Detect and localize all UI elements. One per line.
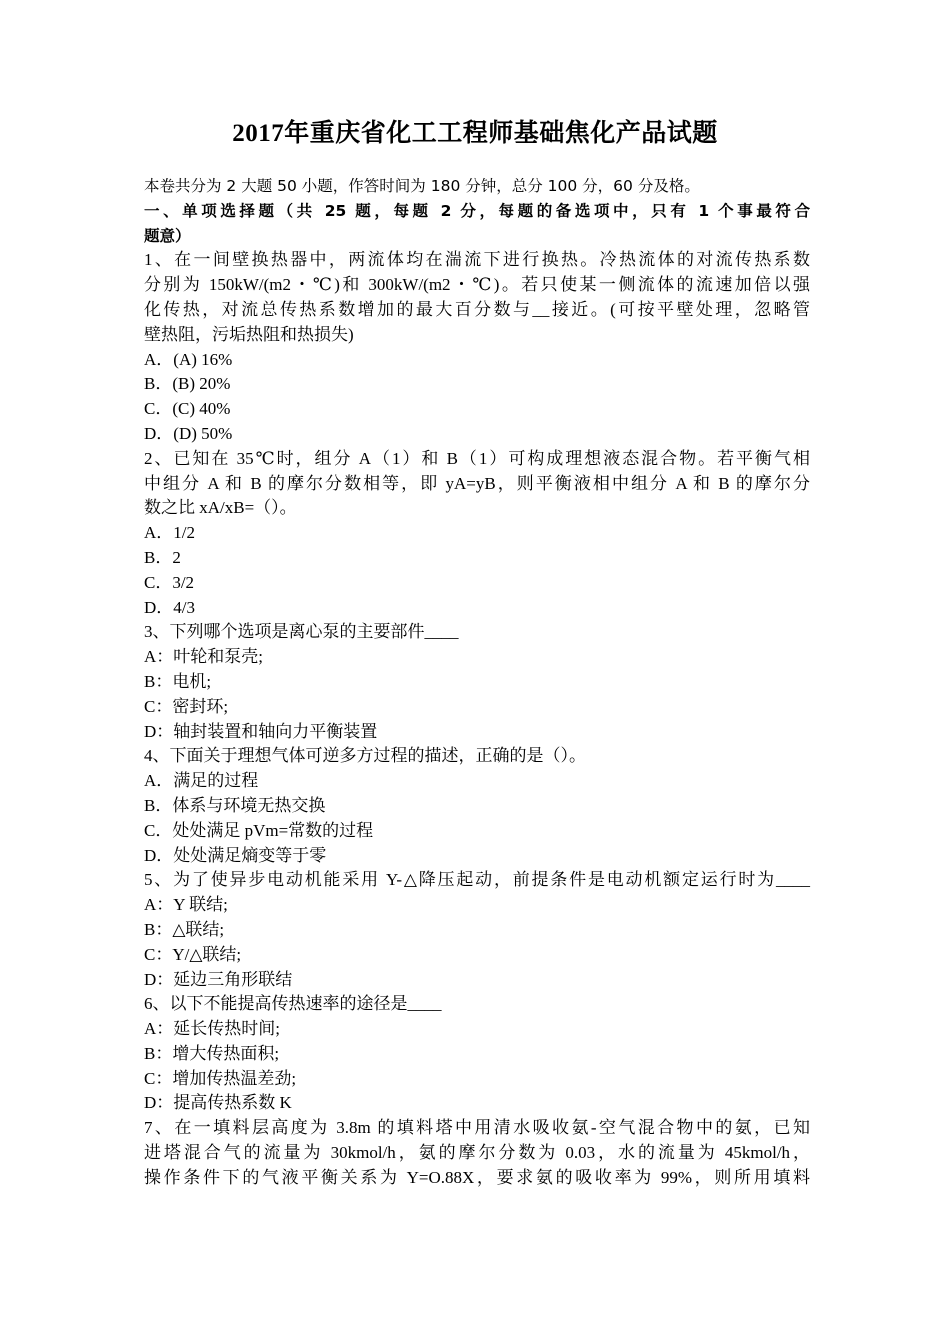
option-line: A：延长传热时间;: [144, 1019, 280, 1039]
exam-intro: 本卷共分为 2 大题 50 小题，作答时间为 180 分钟，总分 100 分，60 分及格。: [144, 177, 700, 195]
option-line: D：轴封装置和轴向力平衡装置: [144, 721, 378, 741]
question-line: 2、已知在 35℃时，组分 A（1）和 B（1）可构成理想液态混合物。若平衡气相: [144, 448, 810, 468]
option-line: C：增加传热温差劲;: [144, 1068, 297, 1088]
option-line: A：叶轮和泵壳;: [144, 647, 263, 667]
option-line: C：Y/△联结;: [144, 944, 242, 964]
option-line: D．4/3: [144, 597, 195, 617]
section-heading-cont: 题意）: [144, 226, 191, 245]
section-heading: 一、单项选择题（共 25 题，每题 2 分，每题的备选项中，只有 1 个事最符合: [144, 201, 810, 220]
option-line: A．(A) 16%: [144, 349, 233, 369]
option-line: B：增大传热面积;: [144, 1043, 280, 1063]
option-line: B．(B) 20%: [144, 374, 231, 394]
option-line: D．处处满足熵变等于零: [144, 845, 327, 865]
question-line: 7、在一填料层高度为 3.8m 的填料塔中用清水吸收氨-空气混合物中的氨，已知: [144, 1118, 810, 1138]
document-body: [144, 174, 810, 1191]
option-line: C．(C) 40%: [144, 399, 231, 419]
document-title: 2017年重庆省化工工程师基础焦化产品试题: [232, 120, 718, 147]
question-line: 壁热阻，污垢热阻和热损失): [144, 324, 354, 344]
question-line: 3、下列哪个选项是离心泵的主要部件____: [144, 622, 459, 642]
option-line: A．满足的过程: [144, 771, 259, 791]
question-line: 中组分 A 和 B 的摩尔分数相等，即 yA=yB，则平衡液相中组分 A 和 B 的摩尔分: [144, 473, 810, 493]
option-line: D．(D) 50%: [144, 423, 233, 443]
option-line: C：密封环;: [144, 696, 229, 716]
option-line: D：提高传热系数 K: [144, 1093, 292, 1113]
option-line: B．2: [144, 547, 181, 567]
option-line: B：△联结;: [144, 919, 225, 939]
question-line: 数之比 xA/xB=（）。: [144, 498, 297, 518]
question-line: 化传热，对流总传热系数增加的最大百分数与__接近。(可按平壁处理，忽略管: [144, 299, 810, 319]
option-line: D：延边三角形联结: [144, 969, 293, 989]
question-line: 分别为 150kW/(m2・℃)和 300kW/(m2・℃)。若只使某一侧流体的流速加倍以强: [144, 275, 810, 295]
question-line: 1、在一间壁换热器中，两流体均在湍流下进行换热。冷热流体的对流传热系数: [144, 250, 810, 270]
option-line: B．体系与环境无热交换: [144, 795, 326, 815]
question-line: 5、为了使异步电动机能采用 Y-△降压起动，前提条件是电动机额定运行时为____: [144, 870, 810, 890]
question-line: 6、以下不能提高传热速率的途径是____: [144, 994, 442, 1014]
option-line: B：电机;: [144, 671, 212, 691]
option-line: C．处处满足 pVm=常数的过程: [144, 820, 374, 840]
option-line: A．1/2: [144, 523, 195, 543]
option-line: A：Y 联结;: [144, 895, 228, 915]
question-line: 进塔混合气的流量为 30kmol/h，氨的摩尔分数为 0.03，水的流量为 45kmol/h，: [144, 1143, 810, 1163]
option-line: C．3/2: [144, 572, 195, 592]
question-line: 操作条件下的气液平衡关系为 Y=O.88X，要求氨的吸收率为 99%，则所用填料: [144, 1167, 810, 1187]
question-line: 4、下面关于理想气体可逆多方过程的描述，正确的是（）。: [144, 746, 586, 766]
